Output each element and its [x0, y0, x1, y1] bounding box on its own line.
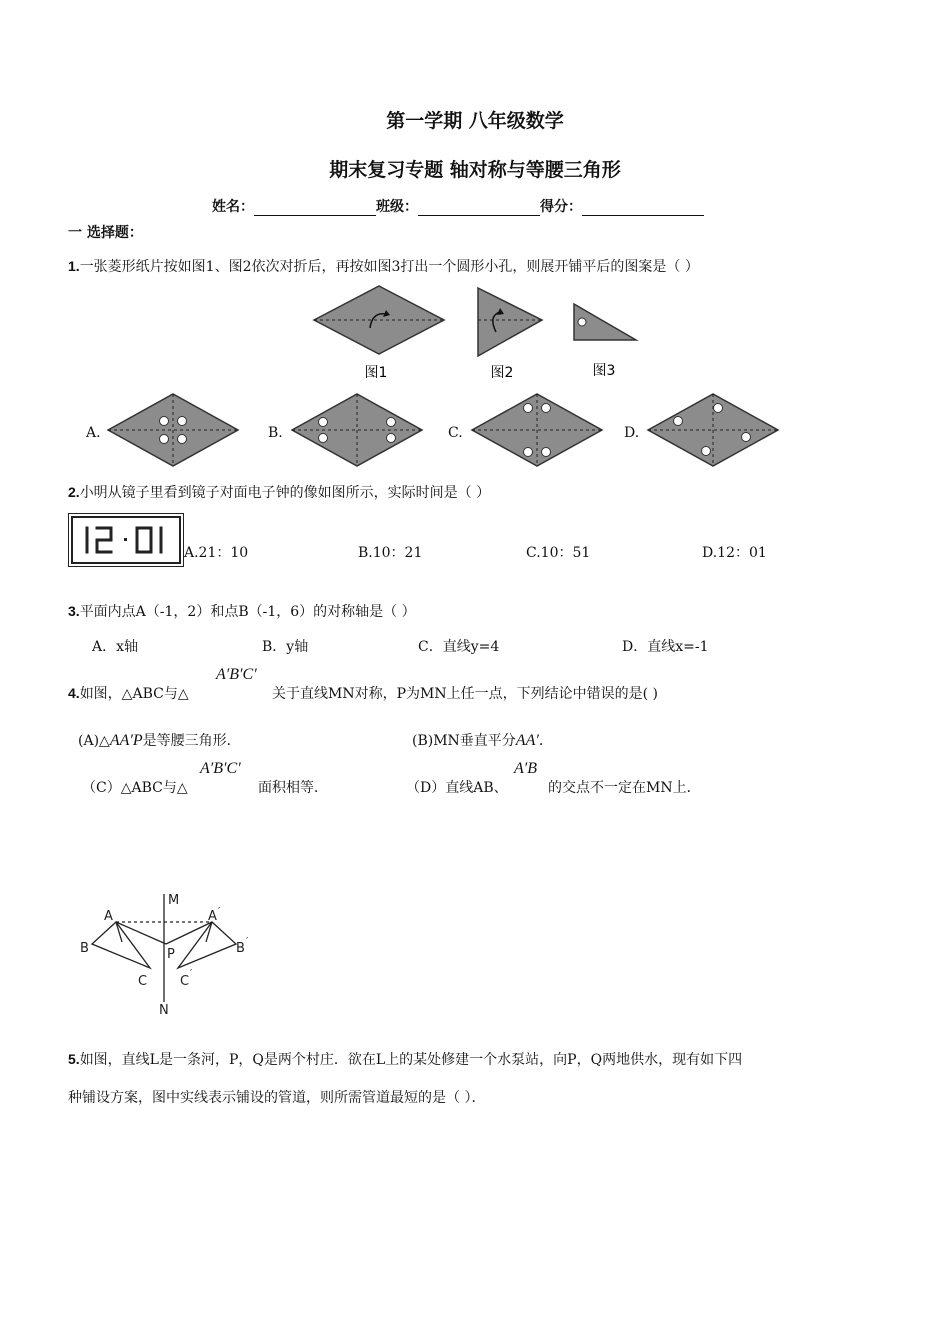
- question-5-line-1: [68, 1049, 742, 1069]
- label-a: A: [104, 909, 113, 924]
- option-suffix: ．: [538, 733, 553, 749]
- label-c-prime: C: [180, 974, 190, 989]
- question-number: 3.: [68, 603, 80, 619]
- q2-option-c[interactable]: C.10：51: [526, 545, 591, 561]
- q2-option-b[interactable]: B.10：21: [358, 545, 423, 561]
- score-label: 得分：: [540, 199, 582, 215]
- mirror-clock: [71, 516, 181, 564]
- clock-digits: [73, 518, 179, 562]
- q1-option-d-figure[interactable]: [646, 392, 780, 468]
- prime-mark: ′: [218, 906, 221, 917]
- label-b-prime: B: [236, 941, 245, 956]
- question-text: 如图，△ABC与△: [79, 686, 189, 702]
- q4-option-b[interactable]: [412, 730, 553, 750]
- triangle-abc: [92, 922, 150, 968]
- fig1-rhombus: [314, 286, 444, 354]
- option-formula: AA′P: [109, 732, 143, 749]
- q4-option-d-post: 的交点不一定在MN上．: [548, 780, 701, 796]
- fig3-label: 图3: [592, 363, 616, 379]
- q4-option-c-post: 面积相等．: [258, 780, 328, 796]
- page-title: 第一学期 八年级数学: [386, 110, 564, 132]
- label-n: N: [159, 1003, 169, 1018]
- q4-option-d-pre[interactable]: （D）直线AB、: [406, 780, 508, 796]
- q3-option-d[interactable]: D．直线x=-1: [622, 639, 709, 655]
- option-formula: AA′: [515, 732, 539, 749]
- q4-option-a[interactable]: [78, 730, 241, 750]
- q3-option-c[interactable]: C．直线y=4: [418, 639, 500, 655]
- page-subtitle: 期末复习专题 轴对称与等腰三角形: [329, 159, 621, 181]
- q2-option-d[interactable]: D.12：01: [702, 545, 767, 561]
- question-5-line-2: 种铺设方案，图中实线表示铺设的管道，则所需管道最短的是（ ）．: [68, 1090, 486, 1106]
- name-blank[interactable]: [254, 201, 376, 216]
- option-prefix: (B)MN垂直平分: [412, 733, 516, 749]
- prime-mark: ′: [246, 936, 249, 947]
- q1-option-b-label[interactable]: B.: [268, 425, 283, 441]
- label-p: P: [167, 947, 175, 962]
- q4-option-d-formula: A′B: [514, 760, 538, 777]
- label-b: B: [80, 941, 89, 956]
- option-suffix: 是等腰三角形．: [142, 733, 241, 749]
- q4-symmetry-figure: [70, 888, 270, 1020]
- name-label: 姓名：: [212, 199, 254, 215]
- question-1: [68, 256, 699, 276]
- question-3: [68, 601, 416, 621]
- triangle-abc-prime: [178, 922, 236, 968]
- option-prefix: (A)△: [78, 733, 110, 749]
- class-label: 班级：: [376, 199, 418, 215]
- question-text: 小明从镜子里看到镜子对面电子钟的像如图所示，实际时间是（ ）: [79, 485, 491, 501]
- fig1-label: 图1: [364, 365, 388, 381]
- q4-formula-abc-prime: A′B′C′: [216, 666, 257, 683]
- q1-option-d-label[interactable]: D.: [624, 425, 640, 441]
- label-a-prime: A: [208, 909, 217, 924]
- q4-text-b: 关于直线MN对称，P为MN上任一点，下列结论中错误的是( ): [272, 686, 658, 702]
- question-number: 5.: [68, 1051, 80, 1067]
- class-blank[interactable]: [418, 201, 540, 216]
- q2-option-a[interactable]: A.21：10: [184, 545, 249, 561]
- q4-text-a: [68, 683, 189, 703]
- q1-option-c-label[interactable]: C.: [448, 425, 463, 441]
- q3-option-a[interactable]: A．x轴: [92, 639, 139, 655]
- score-blank[interactable]: [582, 201, 704, 216]
- question-text: 一张菱形纸片按如图1、图2依次对折后，再按如图3打出一个圆形小孔，则展开铺平后的图案是（ ）: [79, 259, 699, 275]
- fig3-small-triangle: [574, 304, 636, 340]
- q3-option-b[interactable]: B．y轴: [262, 639, 309, 655]
- q4-option-c-pre[interactable]: （C）△ABC与△: [82, 780, 188, 796]
- question-2: [68, 482, 490, 502]
- label-c: C: [138, 974, 148, 989]
- prime-mark: ′: [190, 968, 193, 979]
- question-number: 1.: [68, 258, 80, 274]
- q1-option-a-figure[interactable]: [106, 392, 240, 468]
- q1-option-c-figure[interactable]: [470, 392, 604, 468]
- question-number: 4.: [68, 685, 80, 701]
- question-text: 平面内点A（-1，2）和点B（-1，6）的对称轴是（ ）: [79, 604, 416, 620]
- student-info-row: [212, 196, 704, 216]
- question-number: 2.: [68, 484, 80, 500]
- fig2-label: 图2: [490, 365, 514, 381]
- q1-folding-figures: [310, 284, 650, 384]
- label-m: M: [168, 893, 180, 908]
- q1-option-b-figure[interactable]: [290, 392, 424, 468]
- fig2-triangle: [478, 288, 542, 356]
- section-label: 一 选择题：: [68, 225, 143, 241]
- q4-option-c-formula: A′B′C′: [200, 760, 241, 777]
- q1-option-a-label[interactable]: A.: [86, 425, 101, 441]
- question-text: 如图，直线L是一条河，P，Q是两个村庄．欲在L上的某处修建一个水泵站，向P，Q两地供水，现有如下四: [79, 1052, 743, 1068]
